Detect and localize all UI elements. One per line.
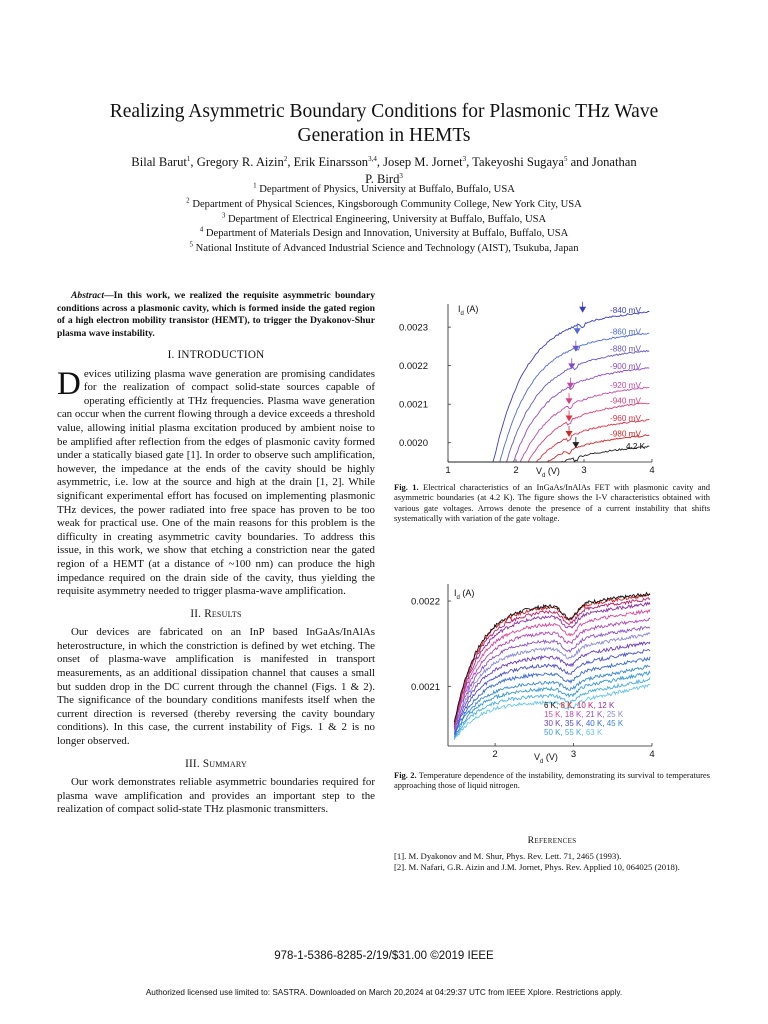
series-label: -840 mV bbox=[610, 306, 641, 316]
y-tick-label: 0.0020 bbox=[398, 438, 428, 450]
y-tick-label: 0.0021 bbox=[410, 681, 440, 693]
x-tick-label: 4 bbox=[649, 465, 655, 476]
section-heading-summary bbox=[57, 758, 375, 772]
y-axis-label-unit: (A) bbox=[459, 588, 475, 598]
section-title: INTRODUCTION bbox=[177, 349, 265, 361]
author: , Josep M. Jornet bbox=[376, 155, 463, 169]
x-axis-label-sub: d bbox=[540, 759, 544, 765]
legend-entry: 50 K, bbox=[544, 728, 563, 737]
author: Bilal Barut bbox=[131, 155, 187, 169]
author-sup: 1 bbox=[186, 154, 191, 163]
abstract-dash: — bbox=[104, 290, 114, 301]
abstract bbox=[57, 290, 375, 340]
affiliation-text: Department of Electrical Engineering, University at Buffalo, Buffalo, USA bbox=[225, 213, 547, 225]
affiliation-sup: 1 bbox=[253, 181, 257, 190]
author: , Erik Einarsson bbox=[287, 155, 369, 169]
references-title: References bbox=[527, 835, 577, 846]
affiliation-sup: 3 bbox=[221, 211, 226, 220]
series-label: -960 mV bbox=[610, 414, 641, 424]
summary-paragraph: Our work demonstrates reliable asymmetric boundaries required for plasma wave amplification and provides an important step to the realization of compact solid-state THz plasmonic transmitters. bbox=[57, 776, 375, 816]
legend-entry: 45 K bbox=[604, 719, 624, 728]
abstract-label: Abstract bbox=[71, 290, 105, 301]
y-axis-label-sub: d bbox=[460, 311, 464, 317]
x-axis-label-unit: (V) bbox=[545, 466, 560, 476]
references-list bbox=[394, 851, 710, 872]
x-tick-label: 2 bbox=[513, 465, 519, 476]
title-line-2: Generation in HEMTs bbox=[297, 125, 471, 146]
series-label: -880 mV bbox=[610, 344, 641, 354]
affiliations bbox=[84, 183, 684, 257]
series-label: -860 mV bbox=[610, 327, 641, 337]
figure-2-chart bbox=[396, 574, 706, 768]
drop-cap: D bbox=[57, 365, 81, 402]
affiliation bbox=[84, 227, 684, 242]
legend-entry: 30 K, bbox=[544, 719, 563, 728]
affiliation-sup: 5 bbox=[189, 240, 193, 249]
author: , Takeyoshi Sugaya bbox=[466, 155, 564, 169]
affiliation-text: National Institute of Advanced Industrial Science and Technology (AIST), Tsukuba, Japan bbox=[192, 243, 579, 255]
author-sup: 3 bbox=[399, 171, 403, 180]
author-sup: 2 bbox=[283, 154, 288, 163]
author: P. Bird bbox=[365, 172, 400, 186]
x-tick-label: 2 bbox=[492, 749, 498, 760]
series-line bbox=[448, 446, 649, 462]
affiliation-text: Department of Materials Design and Innovation, University at Buffalo, Buffalo, USA bbox=[203, 228, 569, 240]
series-line bbox=[448, 419, 649, 462]
section-heading-intro bbox=[57, 349, 375, 363]
x-tick-label: 3 bbox=[581, 465, 587, 476]
caption-text: Temperature dependence of the instability, demonstrating its survival to temperatures approaching those of liquid nitrogen. bbox=[394, 770, 710, 791]
legend-entry: 21 K, bbox=[583, 710, 605, 719]
affiliation bbox=[84, 213, 684, 228]
intro-paragraph bbox=[57, 365, 375, 599]
reference-item: [1]. M. Dyakonov and M. Shur, Phys. Rev. Lett. 71, 2465 (1993). bbox=[394, 851, 622, 861]
y-axis-label: $I_d$ (A) bbox=[458, 304, 479, 317]
affiliation-sup: 2 bbox=[186, 196, 190, 205]
results-paragraph: Our devices are fabricated on an InP based InGaAs/InAlAs heterostructure, in which the constriction is defined by wet etching. The onset of plasma-wave amplification is manifested in transport measurements, as an additional dissipation channel that causes a small but sudden drop in the DC current through the channel (Figs. 1 & 2). The significance of the boundary conditions manifests itself when the current direction is reversed (thereby reversing the cavity boundary conditions). In this case, the current instability of Figs. 1 & 2 is no longer observed. bbox=[57, 626, 375, 748]
author: , Gregory R. Aizin bbox=[190, 155, 284, 169]
paper-title bbox=[80, 100, 688, 148]
figure-2-caption bbox=[394, 770, 710, 791]
legend-entry: 25 K bbox=[604, 710, 624, 719]
y-axis-label-sub: d bbox=[456, 595, 460, 601]
figure-1-caption bbox=[394, 482, 710, 524]
y-tick-label: 0.0022 bbox=[410, 596, 440, 608]
y-tick-label: 0.0022 bbox=[398, 361, 428, 373]
section-number: I. bbox=[167, 349, 175, 361]
series-label: -920 mV bbox=[610, 381, 641, 391]
affiliation-text: Department of Physical Sciences, Kingsborough Community College, New York City, USA bbox=[189, 198, 582, 210]
legend-entry: 6 K, bbox=[544, 701, 559, 710]
legend-entry: 18 K, bbox=[562, 710, 584, 719]
legend-row bbox=[544, 728, 603, 737]
y-tick-label: 0.0023 bbox=[398, 322, 428, 334]
caption-label: Fig. 1. bbox=[394, 482, 419, 492]
x-axis-label: $V_d$ (V) bbox=[534, 752, 558, 765]
y-axis-label-unit: (A) bbox=[463, 304, 479, 314]
author-sup: 5 bbox=[563, 154, 568, 163]
series-label: -980 mV bbox=[610, 429, 641, 439]
y-axis-label: $I_d$ (A) bbox=[454, 588, 475, 601]
legend-entry: 35 K, bbox=[562, 719, 584, 728]
legend-entry: 55 K, bbox=[562, 728, 584, 737]
affiliation bbox=[84, 198, 684, 213]
y-tick-label: 0.0021 bbox=[398, 399, 428, 411]
section-number: II. bbox=[190, 607, 202, 620]
legend-row bbox=[544, 701, 615, 710]
affiliation bbox=[84, 242, 684, 257]
x-axis-label: $V_d$ (V) bbox=[536, 466, 560, 479]
left-column bbox=[57, 290, 375, 817]
legend-entry: 15 K, bbox=[544, 710, 563, 719]
intro-text: evices utilizing plasma wave generation are promising candidates for the realization of compact solid-state sources capable of operating efficiently at THz frequencies. Plasma wave generation can occur when the current flowing through a device exceeds a threshold value, allowing initial plasma excitation produced by ambient noise to be amplified after reflection from the edges of plasmonic cavity formed under a statically biased gate [1]. In order to observe such amplification, however, the impedance at the ends of the cavity should be highly asymmetric, i.e. low at the source and high at the drain [1, 2]. While significant experimental effort has focused on implementing plasmonic THz devices, the power radiated into free space has proven to be too weak for practical use. One of the main reasons for this problem is the difficulty in creating asymmetric cavity boundaries. To address this issue, in this work, we show that etching a constriction near the gated region of a HEMT (at a distance of ~100 nm) can produce the high impedance required on the drain side of the cavity, thus yielding the requisite asymmetry needed to trigger plasma-wave amplification. bbox=[57, 367, 375, 598]
legend-entry: 40 K, bbox=[583, 719, 605, 728]
temperature-annotation: 4.2 K bbox=[626, 441, 646, 451]
x-tick-label: 4 bbox=[649, 749, 655, 760]
legend-row bbox=[544, 719, 624, 728]
section-title: Summary bbox=[202, 757, 247, 770]
figure-1-chart bbox=[396, 296, 706, 480]
author: and Jonathan bbox=[567, 155, 637, 169]
affiliation bbox=[84, 183, 684, 198]
affiliation-sup: 4 bbox=[199, 225, 204, 234]
abstract-text: In this work, we realized the requisite asymmetric boundary conditions across a plasmonic cavity, which is formed inside the gated region of a high electron mobility transistor (HEMT), to trigger the Dyakonov-Shur plasma wave instability. bbox=[57, 290, 375, 339]
series-label: -900 mV bbox=[610, 361, 641, 371]
section-number: III. bbox=[185, 757, 200, 770]
caption-text: Electrical characteristics of an InGaAs/InAlAs FET with plasmonic cavity and asymmetric boundaries (at 4.2 K). The figure shows the I-V characteristics obtained with various gate voltages. Arrows denote the presence of a current instability that shifts systematically with variation of the gate voltage. bbox=[394, 482, 710, 524]
legend-entry: 10 K, bbox=[574, 701, 596, 710]
legend-row bbox=[544, 710, 624, 719]
x-tick-label: 1 bbox=[445, 465, 451, 476]
license-footer: Authorized licensed use limited to: SASTRA. Downloaded on March 20,2024 at 04:29:37 UTC from IEEE Xplore. Restrictions apply. bbox=[145, 988, 623, 997]
series-line bbox=[448, 435, 649, 462]
legend-entry: 63 K bbox=[583, 728, 603, 737]
isbn-line: 978-1-5386-8285-2/19/$31.00 ©2019 IEEE bbox=[274, 950, 494, 962]
affiliation-text: Department of Physics, University at Buffalo, Buffalo, USA bbox=[256, 184, 515, 195]
legend-entry: 12 K bbox=[595, 701, 615, 710]
legend-entry: 8 K, bbox=[558, 701, 575, 710]
series-label: -940 mV bbox=[610, 396, 641, 406]
section-heading-results bbox=[57, 608, 375, 622]
x-axis-label-unit: (V) bbox=[543, 752, 558, 762]
x-axis-label-sub: d bbox=[542, 473, 546, 479]
section-title: Results bbox=[204, 607, 242, 620]
author-sup: 3 bbox=[462, 154, 467, 163]
reference-item: [2]. M. Nafari, G.R. Aizin and J.M. Jornet, Phys. Rev. Applied 10, 064025 (2018). bbox=[394, 861, 680, 872]
author-sup: 3,4 bbox=[368, 154, 377, 163]
caption-label: Fig. 2. bbox=[394, 770, 417, 780]
x-tick-label: 3 bbox=[570, 749, 577, 760]
title-line-1: Realizing Asymmetric Boundary Conditions for Plasmonic THz Wave bbox=[109, 101, 659, 122]
